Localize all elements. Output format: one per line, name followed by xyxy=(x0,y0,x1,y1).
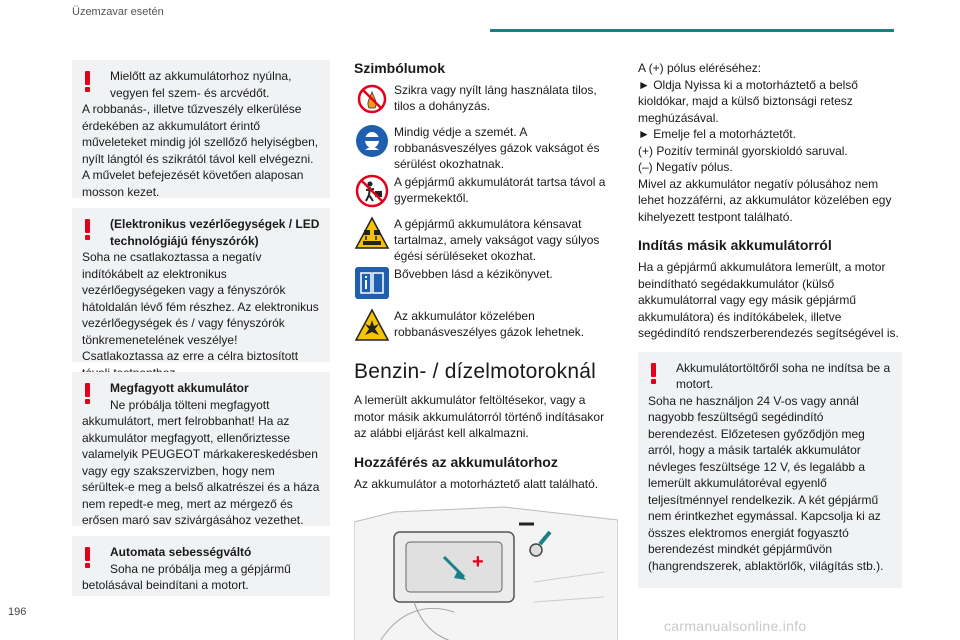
warning-box-electronics xyxy=(72,208,330,362)
symbol-row xyxy=(354,266,618,306)
warning-lead-text: Ne próbálja tölteni megfagyott xyxy=(110,397,270,412)
symbol-text: A gépjármű akkumulátorát tartsa távol a gyermekektől. xyxy=(394,175,606,205)
intro-paragraph: A lemerült akkumulátor feltöltésekor, vagy a motor másik akkumulátorról történő indításakor az alábbi eljárást kell alkalmazni. xyxy=(354,393,605,440)
warning-lead: Akkumulátortöltőről soha ne indítsa be a motort. xyxy=(676,360,891,391)
text-line: A (+) pólus eléréséhez: xyxy=(638,61,762,75)
middle-column xyxy=(354,60,618,640)
warning-exclamation-icon xyxy=(83,547,93,569)
warning-exclamation-icon xyxy=(83,383,93,405)
plus-label: + xyxy=(472,551,484,573)
symbol-row xyxy=(354,82,618,122)
access-paragraph: Az akkumulátor a motorháztető alatt található. xyxy=(354,476,599,491)
manual-icon xyxy=(354,266,390,300)
no-flame-icon xyxy=(354,82,390,116)
symbol-text: Szikra vagy nyílt láng használata tilos, tilos a dohányzás. xyxy=(394,83,597,113)
explosive-gas-icon xyxy=(354,308,390,342)
symbols-heading: Szimbólumok xyxy=(354,60,446,76)
symbol-text: Bővebben lásd a kézikönyvet. xyxy=(394,267,553,281)
warning-box-jump-start xyxy=(638,352,902,588)
page-number: 196 xyxy=(8,606,27,618)
text-line: (–) Negatív pólus. xyxy=(638,160,733,174)
warning-text: betolásával beindítani a motort. xyxy=(82,578,249,592)
battery-location-diagram xyxy=(354,502,618,640)
left-column xyxy=(72,60,330,606)
text-line: ► Emelje fel a motorháztetőt. xyxy=(638,127,796,141)
symbol-text: Az akkumulátor közelében robbanásveszélyes gázok lehetnek. xyxy=(394,309,585,339)
warning-text: akkumulátort, mert felrobbanhat! Ha az akkumulátor megfagyott, ellenőriztesse valamelyik PEUGEOT márkakereskedésben vagy egy szakszervizben, hogy nem sérültek-e meg a belső alkatrészei és a háza nem repedt-e meg, mert az mérgező és erősen maró sav szivárgásához vezethet. xyxy=(82,414,320,527)
eye-protection-icon xyxy=(354,124,390,158)
warning-text: Soha ne használjon 24 V-os vagy annál nagyobb feszültségű segédindító berendezést. Előzetesen győződjön meg arról, hogy a másik tartalék akkumulátor névleges feszültsége 12 V, és legalább a lemerült akkumulátoréval egyenlő teljesítménnyel rendelkezik. A két gépjármű nem érintkezhet egymással. Kapcsolja ki az összes elektromos energiát fogyasztó berendezést mindkét gépjárművön (hangrendszerek, ablaktörlők, világítás stb.). xyxy=(648,393,884,573)
text-line: ► Oldja Nyissa ki a motorháztető a belső kioldókar, majd a külső biztonsági retesz meghúzásával. xyxy=(638,77,858,125)
warning-text: Soha ne csatlakoztassa a negatív indítókábelt az elektronikus vezérlőegységeken vagy a fényszórók hátoldalán lévő fém részhez. Az elektronikus vezérlőegységek és / vagy fényszórók tönkremenetelének veszélye! Csatlakoztassa az erre a célra biztosított xyxy=(82,250,319,363)
right-column xyxy=(638,60,902,598)
start-paragraph: Ha a gépjármű akkumulátora lemerült, a motor beindítható segédakkumulátor (külső akkumulátorral vagy egy másik gépjármű akkumulátora) és indítókábelek, illetve segédindító rendszerberendezés segítségével is. xyxy=(638,260,899,340)
warning-lead-text: Soha ne próbálja meg a gépjármű xyxy=(110,561,291,576)
warning-text: A robbanás-, illetve tűzveszély elkerülése érdekében az akkumulátort érintő műveleteket mindig jól szellőző helyiségben, nyílt lángtól és szikrától távol kell elvégezni. A művelet befejezését követően alaposan mosson kezet. xyxy=(82,102,319,199)
symbol-row xyxy=(354,174,618,214)
corrosive-icon xyxy=(354,216,390,250)
watermark: carmanualsonline.info xyxy=(664,618,807,634)
warning-exclamation-icon xyxy=(649,363,659,385)
keep-children-away-icon xyxy=(354,174,390,208)
minus-label: – xyxy=(522,513,534,535)
header-title: Üzemzavar esetén xyxy=(72,6,164,18)
access-heading: Hozzáférés az akkumulátorhoz xyxy=(354,453,558,470)
warning-exclamation-icon xyxy=(83,219,93,241)
text-line: Mivel az akkumulátor negatív pólusához nem lehet hozzáférni, az akkumulátor közelében egy kihelyezett testpont található. xyxy=(638,176,892,224)
header-accent-bar xyxy=(490,29,894,32)
symbol-row xyxy=(354,124,618,172)
symbol-text: A gépjármű akkumulátora kénsavat tartalmaz, amely vakságot vagy súlyos égési sérüléseket okozhat. xyxy=(394,217,600,263)
warning-box-frozen-battery xyxy=(72,372,330,526)
warning-lead: (Elektronikus vezérlőegységek / LED technológiájú fényszórók) xyxy=(110,217,320,248)
warning-box-automatic-gearbox xyxy=(72,536,330,596)
warning-lead: Mielőtt az akkumulátorhoz nyúlna, vegyen fel szem- és arcvédőt. xyxy=(110,69,292,100)
symbol-row xyxy=(354,308,618,348)
warning-exclamation-icon xyxy=(83,71,93,93)
warning-box-eye-protection xyxy=(72,60,330,198)
warning-lead: Megfagyott akkumulátor xyxy=(110,381,249,395)
symbol-text: Mindig védje a szemét. A robbanásveszélyes gázok vakságot és sérülést okozhatnak. xyxy=(394,125,600,171)
start-heading: Indítás másik akkumulátorról xyxy=(638,237,832,253)
symbol-row xyxy=(354,216,618,264)
main-heading: Benzin- / dízelmotoroknál xyxy=(354,360,596,383)
warning-lead: Automata sebességváltó xyxy=(110,545,252,559)
text-line: (+) Pozitív terminál gyorskioldó saruval. xyxy=(638,143,848,158)
